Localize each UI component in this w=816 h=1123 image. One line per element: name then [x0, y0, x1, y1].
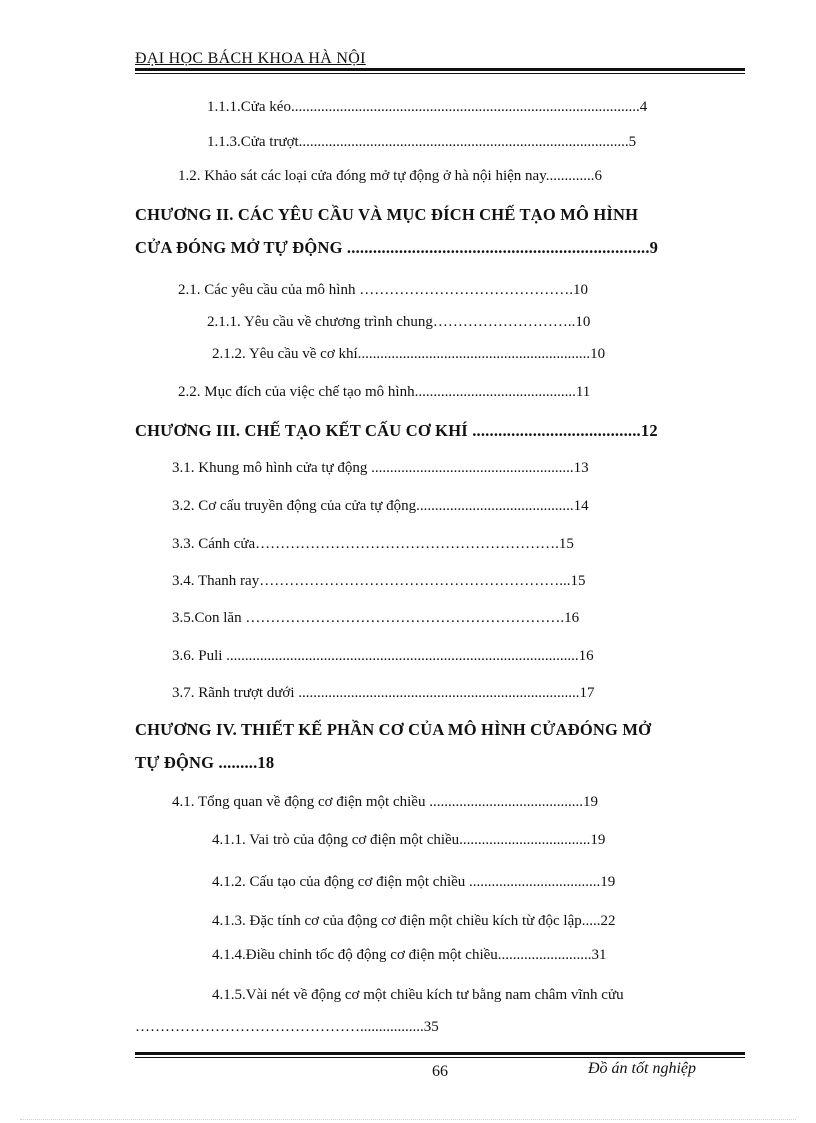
toc-chapter: CỬA ĐÓNG MỞ TỰ ĐỘNG ......................................................................9: [135, 238, 659, 257]
toc-entry: 2.1. Các yêu cầu của mô hình …………………………………….10: [178, 282, 588, 298]
toc-entry: 1.2. Khảo sát các loại cửa đóng mở tự động ở hà nội hiện nay.............6: [178, 168, 602, 184]
toc-chapter: CHƯƠNG III. CHẾ TẠO KẾT CẤU CƠ KHÍ .......................................12: [135, 421, 658, 440]
toc-entry: 3.4. Thanh ray……………………………………………………...15: [172, 573, 586, 589]
toc-chapter: CHƯƠNG IV. THIẾT KẾ PHẦN CƠ CỦA MÔ HÌNH CỬAĐÓNG MỞ: [135, 720, 652, 739]
toc-entry: 2.2. Mục đích của việc chế tạo mô hình...........................................11: [178, 384, 591, 400]
toc-entry: 3.6. Puli ..............................................................................................16: [172, 648, 594, 664]
footer-rule-thick: [135, 1052, 745, 1055]
toc-entry: 4.1.1. Vai trò của động cơ điện một chiều...................................19: [212, 832, 606, 848]
toc-entry: 4.1. Tổng quan về động cơ điện một chiều .........................................19: [172, 794, 598, 810]
header-rule-thin: [135, 73, 745, 74]
toc-entry: 4.1.2. Cấu tạo của động cơ điện một chiều ...................................19: [212, 874, 616, 890]
page-border: [20, 1119, 796, 1120]
toc-entry: 4.1.3. Đặc tính cơ của động cơ điện một chiều kích từ độc lập.....22: [212, 913, 616, 929]
toc-entry: 3.3. Cánh cửa…………………………………………………….15: [172, 536, 574, 552]
footer-title: Đồ án tốt nghiệp: [588, 1060, 696, 1077]
toc-chapter: CHƯƠNG II. CÁC YÊU CẦU VÀ MỤC ĐÍCH CHẾ TẠO MÔ HÌNH: [135, 205, 639, 224]
toc-entry: 4.1.4.Điều chỉnh tốc độ động cơ điện một chiều.........................31: [212, 947, 607, 963]
footer-rule-thin: [135, 1057, 745, 1058]
toc-entry: 3.7. Rãnh trượt dưới ...........................................................................17: [172, 685, 595, 701]
header-rule-thick: [135, 68, 745, 71]
toc-entry: ……………………………………….................35: [135, 1019, 439, 1035]
toc-entry: 1.1.1.Cửa kéo.............................................................................................4: [207, 99, 648, 115]
toc-entry: 3.1. Khung mô hình cửa tự động ......................................................13: [172, 460, 589, 476]
university-name: ĐẠI HỌC BÁCH KHOA HÀ NỘI: [135, 50, 366, 67]
toc-entry: 1.1.3.Cửa trượt........................................................................................5: [207, 134, 637, 150]
toc-chapter: TỰ ĐỘNG .........18: [135, 753, 275, 772]
toc-entry: 4.1.5.Vài nét về động cơ một chiều kích tư bằng nam châm vĩnh cửu: [212, 987, 624, 1003]
toc-entry: 2.1.2. Yêu cầu về cơ khí..............................................................10: [212, 346, 606, 362]
toc-entry: 3.5.Con lăn ……………………………………………………….16: [172, 610, 580, 626]
toc-entry: 3.2. Cơ cấu truyền động của cửa tự động..........................................14: [172, 498, 589, 514]
toc-entry: 2.1.1. Yêu cầu về chương trình chung………………………..10: [207, 314, 591, 330]
page-number: 66: [432, 1063, 448, 1080]
